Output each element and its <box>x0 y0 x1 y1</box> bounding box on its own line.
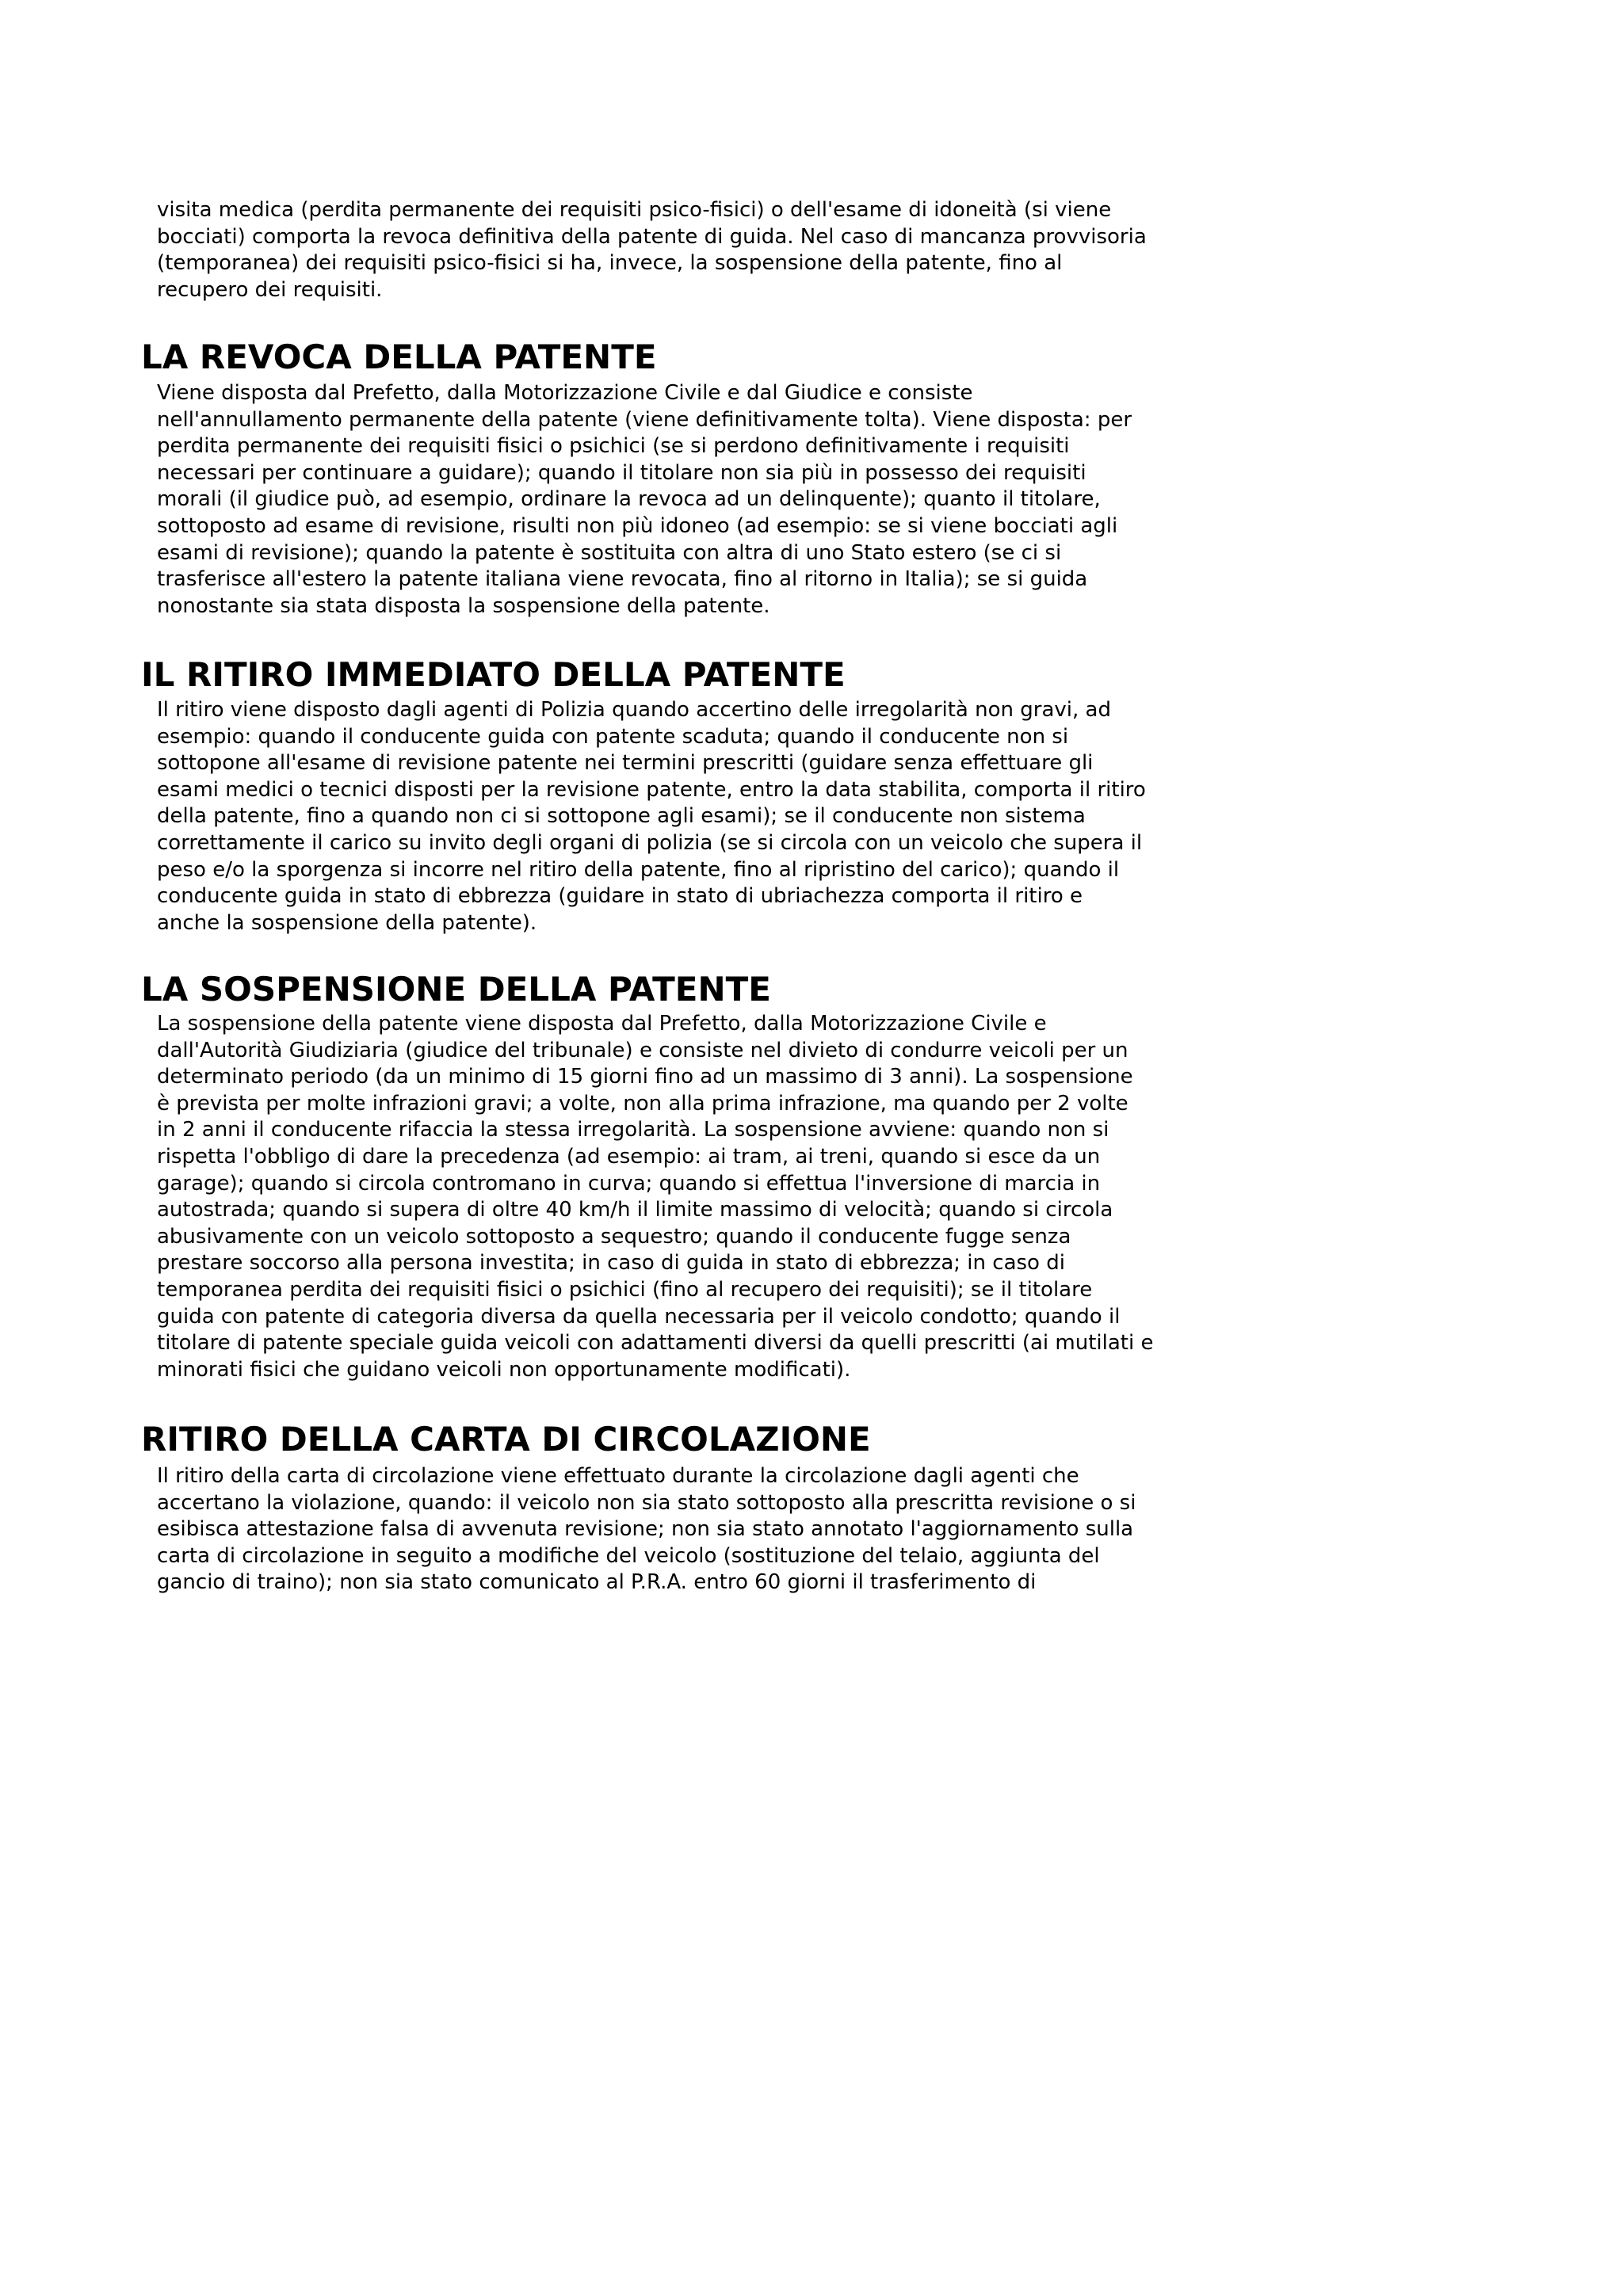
heading-revoca-patente: LA REVOCA DELLA PATENTE <box>141 338 657 376</box>
paragraph-sospensione-patente: La sospensione della patente viene disposta dal Prefetto, dalla Motorizzazione Civile e dall'Autorità Giudiziaria (giudice del tribunale) e consiste nel divieto di condurre veicoli per un determinato periodo (da un minimo di 15 giorni fino ad un massimo di 3 anni). La sospensione è prevista per molte infrazioni gravi; a volte, non alla prima infrazione, ma quando per 2 volte in 2 anni il conducente rifaccia la stessa irregolarità. La sospensione avviene: quando non si rispetta l'obbligo di dare la precedenza (ad esempio: ai tram, ai treni, quando si esce da un garage); quando si circola contromano in curva; quando si effettua l'inversione di marcia in autostrada; quando si supera di oltre 40 km/h il limite massimo di velocità; quando si circola abusivamente con un veicolo sottoposto a sequestro; quando il conducente fugge senza prestare soccorso alla persona investita; in caso di guida in stato di ebbrezza; in caso di temporanea perdita dei requisiti fisici o psichici (fino al recupero dei requisiti); se il titolare guida con patente di categoria diversa da quella necessaria per il veicolo condotto; quando il titolare di patente speciale guida veicoli con adattamenti diversi da quelli prescritti (ai mutilati e minorati fisici che guidano veicoli non opportunamente modificati). <box>157 1012 1154 1382</box>
heading-sospensione-patente: LA SOSPENSIONE DELLA PATENTE <box>141 970 771 1009</box>
intro-paragraph: visita medica (perdita permanente dei requisiti psico-fisici) o dell'esame di idoneità (si viene bocciati) comporta la revoca definitiva della patente di guida. Nel caso di mancanza provvisoria (temporanea) dei requisiti psico-fisici si ha, invece, la sospensione della patente, fino al recupero dei requisiti. <box>157 198 1147 302</box>
paragraph-ritiro-carta-circolazione: Il ritiro della carta di circolazione viene effettuato durante la circolazione dagli agenti che accertano la violazione, quando: il veicolo non sia stato sottoposto alla prescritta revisione o si esibisca attestazione falsa di avvenuta revisione; non sia stato annotato l'aggiornamento sulla carta di circolazione in seguito a modifiche del veicolo (sostituzione del telaio, aggiunta del gancio di traino); non sia stato comunicato al P.R.A. entro 60 giorni il trasferimento di <box>157 1464 1136 1595</box>
heading-ritiro-carta-circolazione: RITIRO DELLA CARTA DI CIRCOLAZIONE <box>141 1420 871 1459</box>
paragraph-revoca-patente: Viene disposta dal Prefetto, dalla Motorizzazione Civile e dal Giudice e consiste nell'annullamento permanente della patente (viene definitivamente tolta). Viene disposta: per perdita permanente dei requisiti fisici o psichici (se si perdono definitivamente i requisiti necessari per continuare a guidare); quando il titolare non sia più in possesso dei requisiti morali (il giudice può, ad esempio, ordinare la revoca ad un delinquente); quanto il titolare, sottoposto ad esame di revisione, risulti non più idoneo (ad esempio: se si viene bocciati agli esami di revisione); quando la patente è sostituita con altra di uno Stato estero (se ci si trasferisce all'estero la patente italiana viene revocata, fino al ritorno in Italia); se si guida nonostante sia stata disposta la sospensione della patente. <box>157 381 1132 618</box>
heading-ritiro-immediato: IL RITIRO IMMEDIATO DELLA PATENTE <box>141 655 846 694</box>
paragraph-ritiro-immediato: Il ritiro viene disposto dagli agenti di Polizia quando accertino delle irregolarità non gravi, ad esempio: quando il conducente guida con patente scaduta; quando il conducente non si sottopone all'esame di revisione patente nei termini prescritti (guidare senza effettuare gli esami medici o tecnici disposti per la revisione patente, entro la data stabilita, comporta il ritiro della patente, fino a quando non ci si sottopone agli esami); se il conducente non sistema correttamente il carico su invito degli organi di polizia (se si circola con un veicolo che supera il peso e/o la sporgenza si incorre nel ritiro della patente, fino al ripristino del carico); quando il conducente guida in stato di ebbrezza (guidare in stato di ubriachezza comporta il ritiro e anche la sospensione della patente). <box>157 698 1146 935</box>
